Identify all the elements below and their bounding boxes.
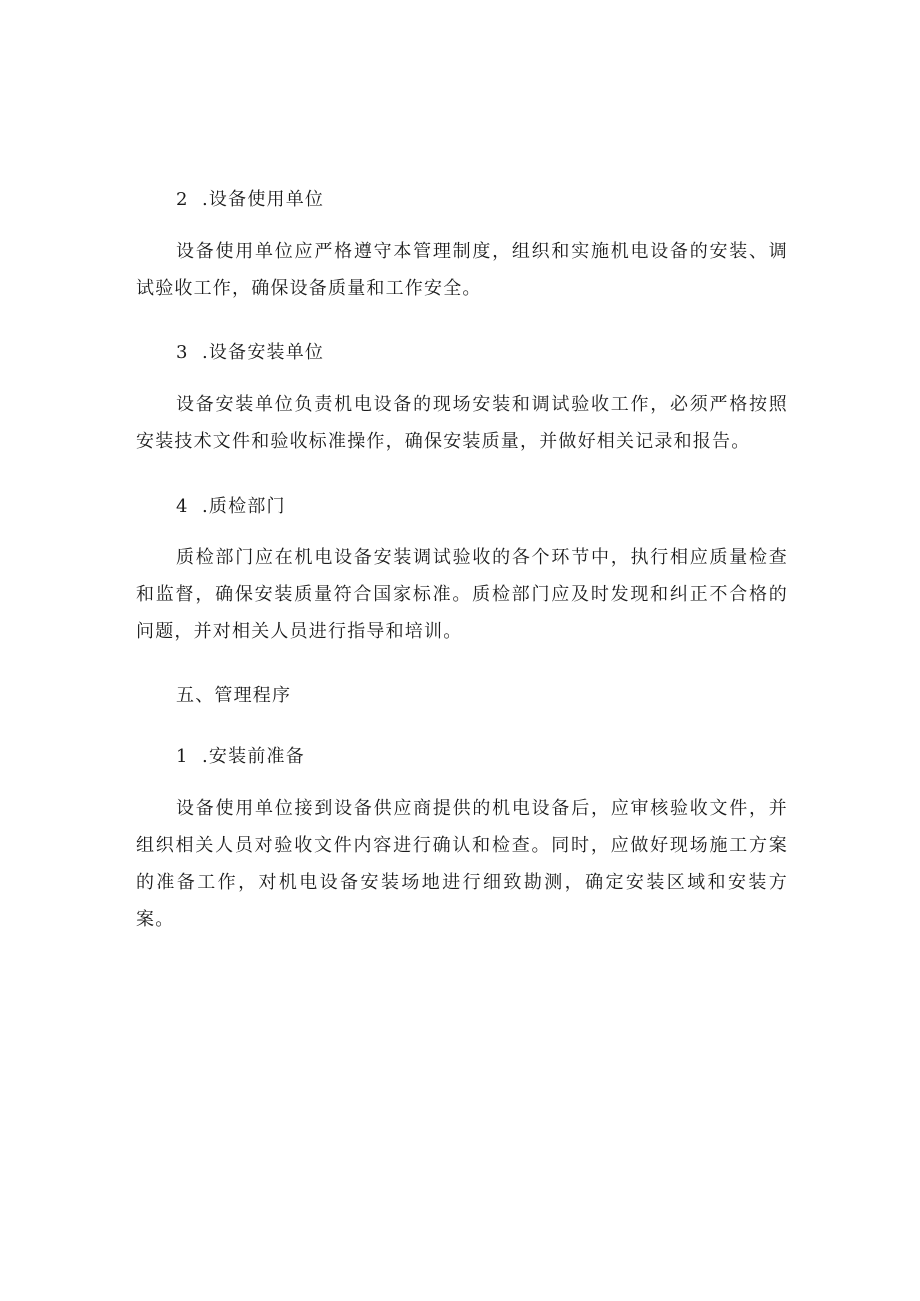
section-number: 2 bbox=[176, 189, 189, 210]
section-number: 4 bbox=[176, 496, 189, 517]
subsection-title: .安装前准备 bbox=[202, 746, 305, 767]
section-title: .质检部门 bbox=[202, 496, 286, 517]
section-title: .设备安装单位 bbox=[202, 342, 325, 363]
subsection-heading-1 bbox=[136, 738, 828, 775]
subsection-number: 1 bbox=[176, 746, 189, 767]
section-body-3: 设备安装单位负责机电设备的现场安装和调试验收工作，必须严格按照安装技术文件和验收标准操作，确保安装质量，并做好相关记录和报告。 bbox=[136, 394, 788, 452]
section-number: 3 bbox=[176, 342, 189, 363]
section-heading-2 bbox=[136, 181, 828, 218]
section-heading-3 bbox=[136, 334, 828, 371]
section-body-2: 设备使用单位应严格遵守本管理制度，组织和实施机电设备的安装、调试验收工作，确保设备质量和工作安全。 bbox=[136, 241, 788, 299]
chapter-heading: 五、管理程序 bbox=[176, 685, 292, 706]
section-body-4: 质检部门应在机电设备安装调试验收的各个环节中，执行相应质量检查和监督，确保安装质量符合国家标准。质检部门应及时发现和纠正不合格的问题，并对相关人员进行指导和培训。 bbox=[136, 547, 788, 642]
section-heading-4 bbox=[136, 488, 828, 525]
subsection-body-1: 设备使用单位接到设备供应商提供的机电设备后，应审核验收文件，并组织相关人员对验收文件内容进行确认和检查。同时，应做好现场施工方案的准备工作，对机电设备安装场地进行细致勘测，确定安装区域和安装方案。 bbox=[136, 798, 788, 930]
section-title: .设备使用单位 bbox=[202, 189, 325, 210]
